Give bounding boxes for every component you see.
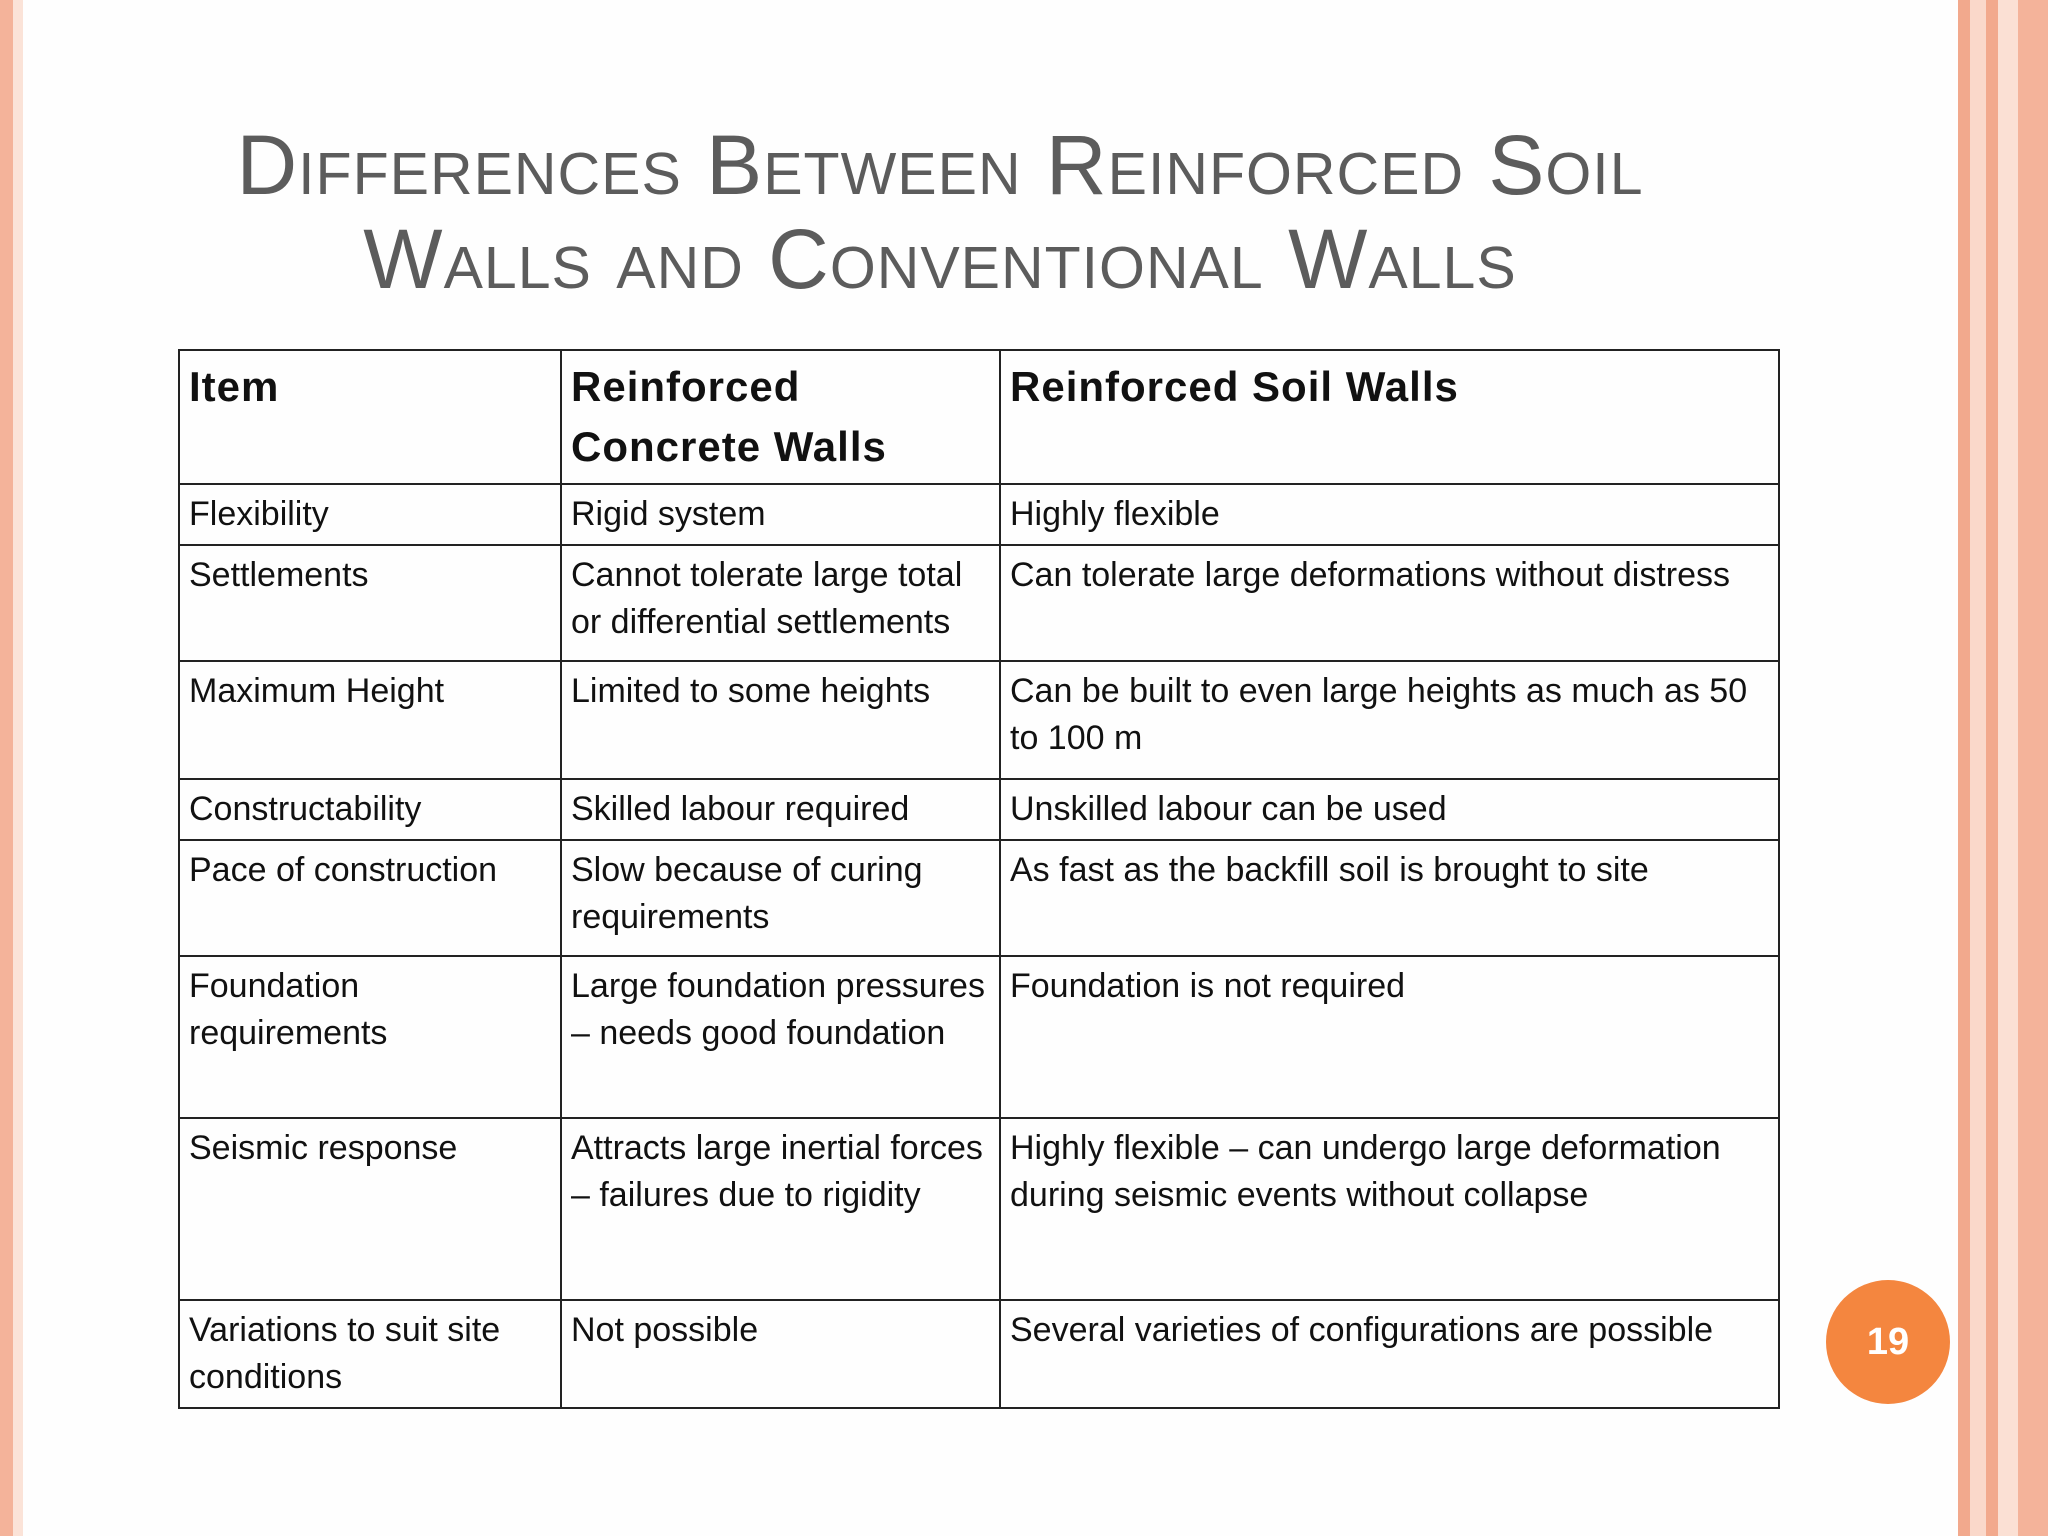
row-concrete-cell: Slow because of curing requirements (561, 840, 1000, 956)
row-item-cell: Variations to suit site conditions (179, 1300, 561, 1408)
row-soil-cell: Foundation is not required (1000, 956, 1779, 1118)
row-item-cell: Flexibility (179, 484, 561, 545)
row-concrete-cell: Large foundation pressures – needs good foundation (561, 956, 1000, 1118)
row-soil-cell: Highly flexible – can undergo large deformation during seismic events without collapse (1000, 1118, 1779, 1300)
row-concrete-cell: Cannot tolerate large total or differential settlements (561, 545, 1000, 661)
slide-title-line-2: Walls and Conventional Walls (363, 212, 1517, 306)
row-concrete-cell: Attracts large inertial forces – failures due to rigidity (561, 1118, 1000, 1300)
table-row (179, 484, 1779, 545)
table-row (179, 545, 1779, 661)
row-soil-cell: Can be built to even large heights as much as 50 to 100 m (1000, 661, 1779, 779)
slide-title (140, 118, 1740, 306)
table-row (179, 1300, 1779, 1408)
right-border-stripe-light (1998, 0, 2018, 1536)
right-border-stripe (2018, 0, 2048, 1536)
row-concrete-cell: Not possible (561, 1300, 1000, 1408)
right-border-stripe (1986, 0, 1998, 1536)
row-item-cell: Settlements (179, 545, 561, 661)
row-item-cell: Foundation requirements (179, 956, 561, 1118)
row-soil-cell: Unskilled labour can be used (1000, 779, 1779, 840)
row-concrete-cell: Limited to some heights (561, 661, 1000, 779)
row-item-cell: Seismic response (179, 1118, 561, 1300)
table-row (179, 956, 1779, 1118)
table-row (179, 1118, 1779, 1300)
header-item: Item (179, 350, 561, 484)
row-soil-cell: Highly flexible (1000, 484, 1779, 545)
right-border-stripe (1958, 0, 1970, 1536)
row-soil-cell: Several varieties of configurations are possible (1000, 1300, 1779, 1408)
table-row (179, 840, 1779, 956)
row-concrete-cell: Skilled labour required (561, 779, 1000, 840)
right-border-stripe-light (1970, 0, 1986, 1536)
header-reinforced-soil-walls: Reinforced Soil Walls (1000, 350, 1779, 484)
table-row (179, 779, 1779, 840)
table-row (179, 661, 1779, 779)
comparison-table (178, 349, 1780, 1409)
row-soil-cell: Can tolerate large deformations without distress (1000, 545, 1779, 661)
row-item-cell: Constructability (179, 779, 561, 840)
page-number-badge: 19 (1826, 1280, 1950, 1404)
header-reinforced-concrete-walls: Reinforced Concrete Walls (561, 350, 1000, 484)
left-border-stripe-light (13, 0, 23, 1536)
row-soil-cell: As fast as the backfill soil is brought to site (1000, 840, 1779, 956)
table-header-row (179, 350, 1779, 484)
row-concrete-cell: Rigid system (561, 484, 1000, 545)
row-item-cell: Maximum Height (179, 661, 561, 779)
left-border-stripe (0, 0, 13, 1536)
slide-title-line-1: Differences Between Reinforced Soil (236, 118, 1644, 212)
row-item-cell: Pace of construction (179, 840, 561, 956)
